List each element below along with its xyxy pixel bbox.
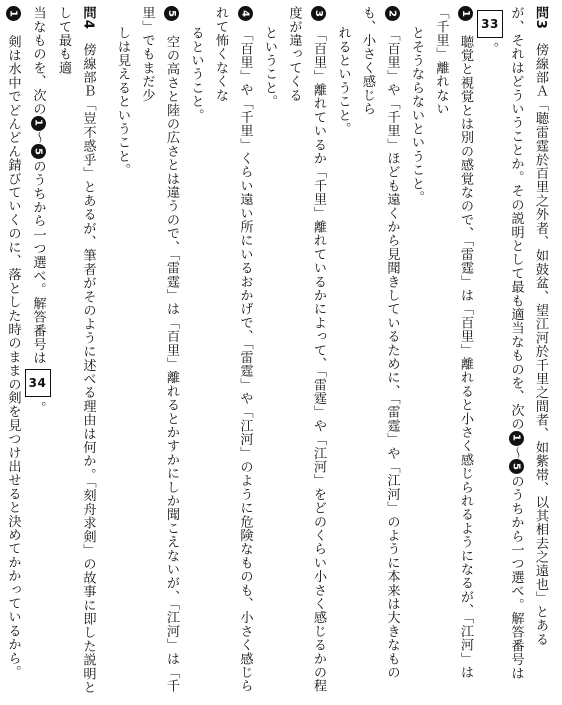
answer-box-34[interactable]: 34 — [25, 369, 51, 397]
choice-number-marker: 5 — [164, 6, 179, 21]
question-3-stem-line-1: 問3 傍線部Ａ「聴雷霆於百里之外者、如鼓盆、望江河於千里之間者、如紫帯、以其相去之遠也」とある — [533, 6, 548, 646]
question-4-header: 問4 — [80, 6, 96, 30]
q3-choice-2-cont: れるということ。 — [335, 26, 351, 136]
q3-choice-3[interactable]: 3 「百里」離れているか「千里」離れているかによって、「雷霆」や「江河」をどのくらい小さく感じるかの程度が違ってくる — [286, 6, 326, 693]
range-start-marker: 1 — [31, 116, 46, 131]
choice-number-marker: 3 — [311, 6, 326, 21]
question-4-stem-line-2: 当なものを、次の1～5のうちから一つ選べ。解答番号は34。 — [25, 6, 51, 699]
q3-choice-4-cont: るということ。 — [188, 26, 204, 122]
q4-choice-1[interactable]: 1 剣は水中でどんどん錆びていくのに、落とした時のままの剣を見つけ出せると決めてかかっているから。 — [0, 6, 25, 699]
q3-choice-3-cont: ということ。 — [262, 26, 277, 109]
q3-choice-2[interactable]: 2 「百里」や「千里」ほども遠くから見聞きしているために、「雷霆」や「江河」のように本来は大きなものも、小さく感じら — [360, 6, 400, 680]
question-3-stem-line-2: が、それはどういうことか。その説明として最も適当なものを、次の1～5のうちから一つ選べ。解答番号は33。 — [477, 6, 528, 699]
answer-box-33[interactable]: 33 — [477, 10, 503, 38]
q3-choice-1-cont: とそうならないということ。 — [409, 26, 424, 205]
range-end-marker: 5 — [31, 144, 46, 159]
q3-choice-4[interactable]: 4 「百里」や「千里」くらい遠い所にいるおかげで、「雷霆」や「江河」のように危険なものも、小さく感じられて怖くなくな — [213, 6, 253, 693]
choice-number-marker: 2 — [385, 6, 400, 21]
choice-number-marker: 1 — [6, 6, 21, 21]
q3-choice-5-cont: しは見えるということ。 — [115, 26, 130, 177]
question-4 — [0, 6, 100, 699]
question-4-stem-line-1: 問4 傍線部Ｂ「豈不惑乎」とあるが、筆者がそのように述べる理由は何か。「刻舟求剣」の故事に即した説明として最も適 — [56, 6, 96, 695]
choice-number-marker: 4 — [238, 6, 253, 21]
range-end-marker: 5 — [509, 459, 524, 474]
question-3-header: 問3 — [533, 6, 548, 30]
range-start-marker: 1 — [509, 431, 524, 446]
q3-choice-1[interactable]: 1 聴覚と視覚とは別の感覚なので、「雷霆」は「百里」離れると小さく感じられるようになるが、「江河」は「千里」離れない — [433, 6, 473, 680]
q3-choice-5[interactable]: 5 空の高さと陸の広さとは違うので、「雷霆」は「百里」離れるとかすかにしか聞こえないが、「江河」は「千里」でもまだ少 — [139, 6, 179, 693]
question-3 — [110, 6, 553, 699]
choice-number-marker: 1 — [458, 6, 473, 21]
